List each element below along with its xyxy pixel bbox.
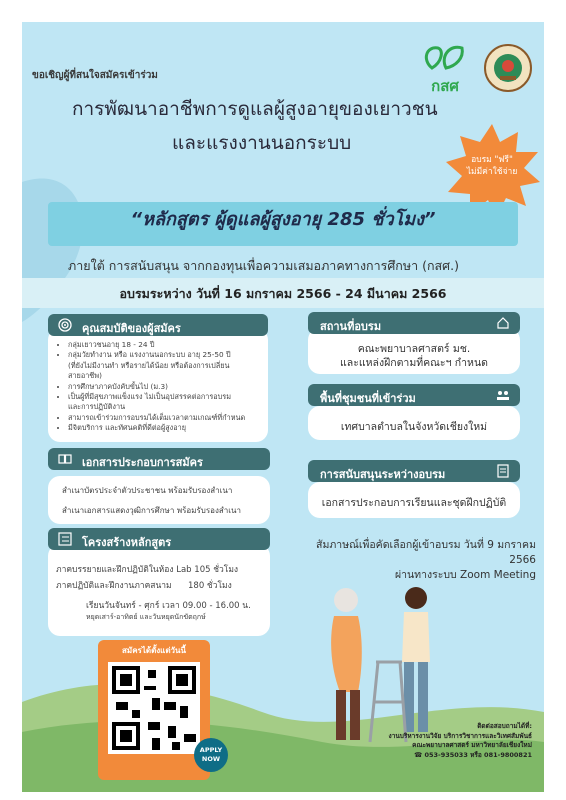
course-title: “หลักสูตร ผู้ดูแลผู้สูงอายุ 285 ชั่วโมง” — [130, 209, 436, 230]
qualifications-list — [54, 340, 264, 434]
invite-text: ขอเชิญผู้ที่สนใจสมัครเข้าร่วม — [32, 70, 158, 81]
qualification-item: (ที่ยังไม่มีงานทำ หรือรายได้น้อย หรือต้องการเปลี่ยน — [68, 360, 230, 370]
document-icon — [496, 464, 510, 478]
venue-header — [308, 312, 520, 334]
leaf-logo-icon — [420, 42, 470, 72]
qualification-item: • สามารถเข้าร่วมการอบรมได้เต็มเวลาตามเกณฑ์ที่กำหนด — [68, 413, 264, 423]
contact-info — [382, 722, 532, 760]
community-icon — [496, 388, 510, 402]
eef-logo — [420, 42, 470, 95]
contact-line1: ติดต่อสอบถามได้ที่: — [477, 722, 532, 730]
interview-line1: สัมภาษณ์เพื่อคัดเลือกผู้เข้าอบรม วันที่ 9 มกราคม 2566 — [316, 539, 536, 566]
contact-phone-text: 053-935033 หรือ 081-9800821 — [424, 750, 532, 759]
qualification-item: • เป็นผู้ที่มีสุขภาพแข็งแรง ไม่เป็นอุปสรรคต่อการอบรม — [68, 392, 264, 402]
interview-line2: ผ่านทางระบบ Zoom Meeting — [394, 569, 536, 581]
structure-lab: ภาคบรรยายและฝึกปฏิบัติในห้อง Lab 105 ชั่วโมง — [56, 565, 239, 575]
support-header — [308, 460, 520, 482]
target-icon — [58, 318, 72, 332]
qualification-item: • การศึกษาภาคบังคับขั้นไป (ม.3) — [68, 382, 264, 392]
area-header — [308, 384, 520, 406]
page-title-line1: การพัฒนาอาชีพการดูแลผู้สูงอายุของเยาวชน — [72, 98, 438, 120]
apply-label: สมัครได้ตั้งแต่วันนี้ — [122, 646, 186, 655]
contact-line3: คณะพยาบาลศาสตร์ มหาวิทยาลัยเชียงใหม่ — [412, 741, 532, 749]
apply-badge-line1: APPLY — [199, 746, 223, 754]
documents-heading: เอกสารประกอบการสมัคร — [82, 456, 203, 469]
qualifications-header — [48, 314, 268, 336]
document-item: สำเนาเอกสารแสดงวุฒิการศึกษา พร้อมรับรองสำเนา — [62, 506, 241, 515]
structure-header — [48, 528, 270, 550]
training-dates: อบรมระหว่าง วันที่ 16 มกราคม 2566 - 24 มีนาคม 2566 — [119, 286, 447, 301]
qualification-item: และการปฏิบัติงาน — [68, 402, 126, 412]
structure-field-value: 180 ชั่วโมง — [188, 581, 232, 591]
document-item: สำเนาบัตรประจำตัวประชาชน พร้อมรับรองสำเนา — [62, 486, 233, 495]
venue-heading: สถานที่อบรม — [320, 320, 382, 333]
venue-line2: และแหล่งฝึกตามที่คณะฯ กำหนด — [340, 357, 488, 369]
interview-info — [304, 538, 536, 583]
documents-header — [48, 448, 270, 470]
qr-code[interactable] — [108, 662, 200, 754]
structure-holiday: หยุดเสาร์-อาทิตย์ และวันหยุดนักขัตฤกษ์ — [86, 613, 206, 621]
logo-text: กสศ — [431, 77, 459, 95]
free-badge-line2: ไม่มีค่าใช้จ่าย — [466, 167, 518, 177]
free-badge-line1: อบรม "ฟรี" — [471, 155, 513, 165]
area-value: เทศบาลตำบลในจังหวัดเชียงใหม่ — [340, 421, 488, 433]
contact-phone — [382, 751, 532, 761]
qr-code-icon — [108, 662, 200, 754]
structure-heading: โครงสร้างหลักสูตร — [82, 536, 172, 549]
structure-field-label: ภาคปฏิบัติและฝึกงานภาคสนาม — [56, 581, 172, 591]
page-title-line2: และแรงงานนอกระบบ — [172, 132, 352, 154]
contact-line2: งานบริหารงานวิจัย บริการวิชาการและวิเทศสัมพันธ์ — [388, 731, 532, 740]
qualification-item: • กลุ่มวัยทำงาน หรือ แรงงานนอกระบบ อายุ 25-50 ปี — [68, 350, 264, 360]
area-heading: พื้นที่ชุมชนที่เข้าร่วม — [320, 392, 416, 405]
venue-line1: คณะพยาบาลศาสตร์ มช. — [357, 343, 471, 355]
apply-badge-line2: NOW — [201, 755, 221, 763]
qualification-item: สายอาชีพ) — [68, 371, 102, 381]
qualifications-heading: คุณสมบัติของผู้สมัคร — [82, 322, 181, 335]
university-seal-logo — [484, 44, 532, 92]
home-icon — [496, 316, 510, 330]
apply-now-button[interactable] — [194, 738, 228, 772]
poster — [22, 22, 544, 792]
support-value: เอกสารประกอบการเรียนและชุดฝึกปฏิบัติ — [321, 497, 507, 509]
support-heading: การสนับสนุนระหว่างอบรม — [320, 468, 446, 481]
book-icon — [58, 452, 72, 466]
checklist-icon — [58, 532, 72, 546]
support-line: ภายใต้ การสนับสนุน จากกองทุนเพื่อความเสมอภาคทางการศึกษา (กสศ.) — [68, 258, 459, 273]
phone-icon: ☎ — [414, 750, 425, 759]
qualification-item: • มีจิตบริการ และทัศนคติที่ดีต่อผู้สูงอายุ — [68, 423, 264, 433]
qualification-item: • กลุ่มเยาวชนอายุ 18 - 24 ปี — [68, 340, 264, 350]
structure-schedule: เรียนวันจันทร์ - ศุกร์ เวลา 09.00 - 16.00 น. — [86, 601, 251, 611]
free-badge — [448, 154, 536, 178]
